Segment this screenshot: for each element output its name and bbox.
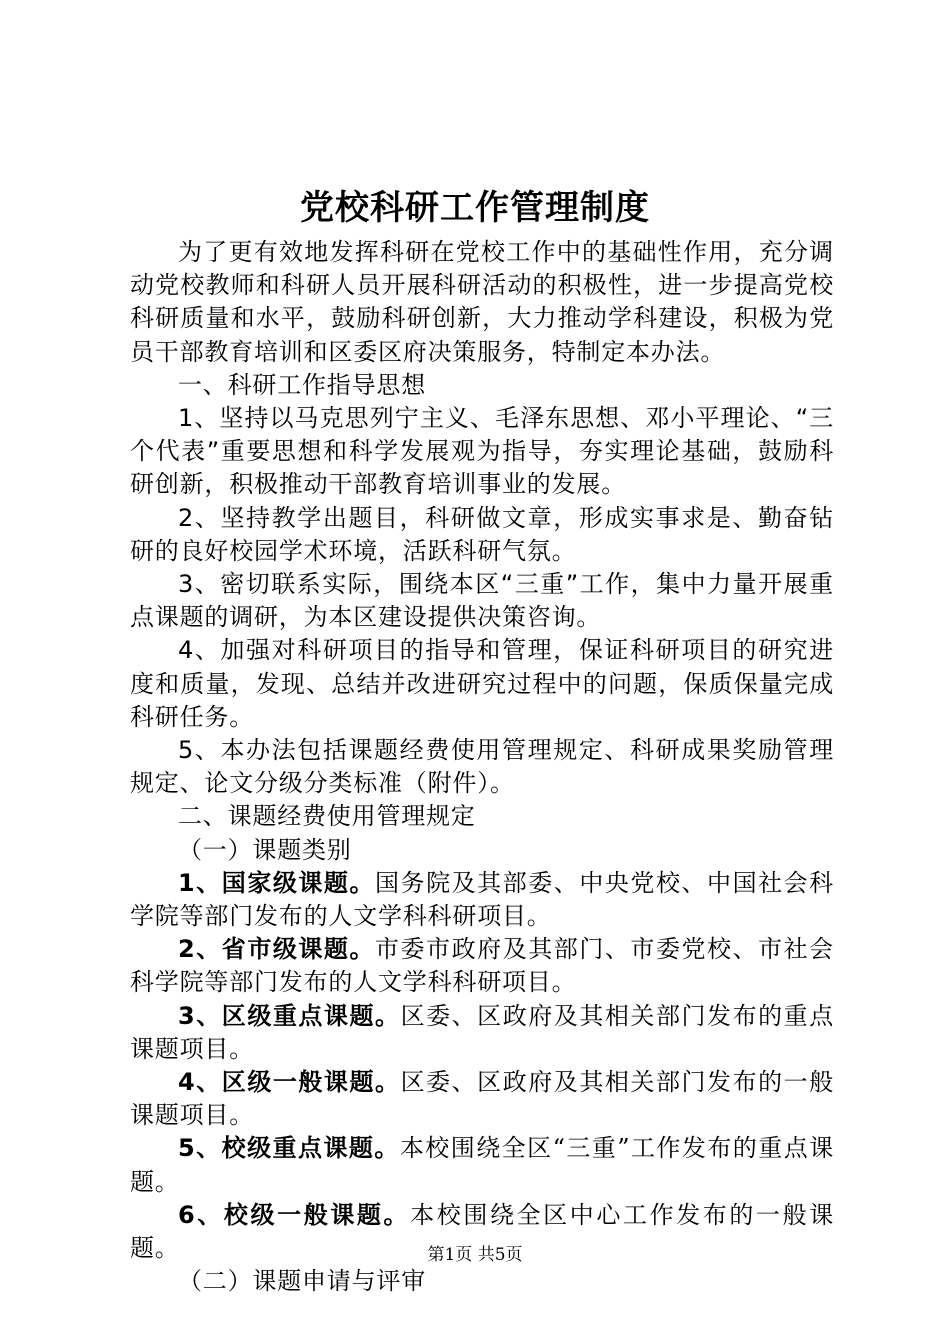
guideline-item-4: 4、加强对科研项目的指导和管理，保证科研项目的研究进度和质量，发现、总结并改进研究过程中的问题，保质保量完成科研任务。 — [130, 636, 834, 731]
guideline-item-1: 1、坚持以马克思列宁主义、毛泽东思想、邓小平理论、“三个代表”重要思想和科学发展观为指导，夯实理论基础，鼓励科研创新，积极推动干部教育培训事业的发展。 — [130, 404, 834, 499]
category-term: 4、区级一般课题。 — [178, 1068, 401, 1097]
category-term: 2、省市级课题。 — [178, 935, 376, 964]
guideline-item-5: 5、本办法包括课题经费使用管理规定、科研成果奖励管理规定、论文分级分类标准（附件）。 — [130, 736, 834, 798]
section-heading-1: 一、科研工作指导思想 — [178, 370, 426, 399]
category-desc: 区委、区政府及其相关部门发布的重点课题项目。 — [130, 1001, 834, 1063]
category-term: 5、校级重点课题。 — [178, 1134, 400, 1163]
category-item — [130, 867, 834, 933]
category-desc: 本校围绕全区中心工作发布的一般课题。 — [130, 1200, 834, 1263]
document-body — [130, 236, 834, 1299]
category-item — [130, 1000, 834, 1066]
subsection-heading-2: （二）课题申请与评审 — [178, 1267, 426, 1296]
category-item — [130, 1132, 834, 1198]
guideline-item-3: 3、密切联系实际，围绕本区“三重”工作，集中力量开展重点课题的调研，为本区建设提供决策咨询。 — [130, 570, 834, 632]
section-heading-2: 二、课题经费使用管理规定 — [178, 802, 476, 831]
page-number-footer: 第1页 共5页 — [427, 1245, 523, 1265]
category-desc: 区委、区政府及其相关部门发布的一般课题项目。 — [130, 1068, 834, 1130]
document-title: 党校科研工作管理制度 — [300, 188, 650, 228]
category-term: 3、区级重点课题。 — [178, 1001, 401, 1030]
category-desc: 本校围绕全区“三重”工作发布的重点课题。 — [130, 1134, 834, 1196]
intro-paragraph: 为了更有效地发挥科研在党校工作中的基础性作用，充分调动党校教师和科研人员开展科研活动的积极性，进一步提高党校科研质量和水平，鼓励科研创新，大力推动学科建设，积极为党员干部教育培训和区委区府决策服务，特制定本办法。 — [130, 238, 834, 366]
guideline-item-2: 2、坚持教学出题目，科研做文章，形成实事求是、勤奋钻研的良好校园学术环境，活跃科研气氛。 — [130, 503, 834, 565]
subsection-heading-1: （一）课题类别 — [178, 835, 352, 864]
category-desc: 国务院及其部委、中央党校、中国社会科学院等部门发布的人文学科科研项目。 — [130, 868, 834, 931]
category-term: 6、校级一般课题。 — [178, 1200, 411, 1229]
category-item — [130, 1066, 834, 1132]
category-desc: 市委市政府及其部门、市委党校、市社会科学院等部门发布的人文学科科研项目。 — [130, 935, 834, 997]
category-term: 1、国家级课题。 — [178, 868, 376, 897]
category-item — [130, 933, 834, 999]
